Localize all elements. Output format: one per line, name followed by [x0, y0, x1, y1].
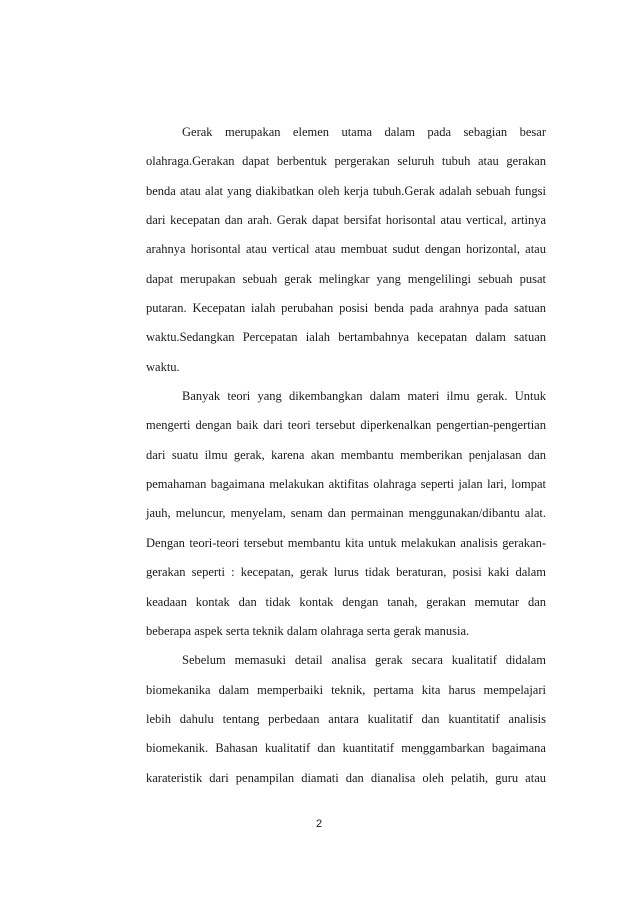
paragraph-2-line-5: jauh, meluncur, menyelam, senam dan permainan menggunakan/dibantu alat.	[146, 506, 546, 521]
paragraph-1-line-9: waktu.	[146, 359, 180, 374]
paragraph-3-line-3: lebih dahulu tentang perbedaan antara kualitatif dan kuantitatif analisis	[146, 711, 546, 726]
body-text	[146, 118, 546, 793]
paragraph-2-line-2: mengerti dengan baik dari teori tersebut diperkenalkan pengertian-pengertian	[146, 418, 546, 433]
paragraph-1-line-6: dapat merupakan sebuah gerak melingkar yang mengelilingi sebuah pusat	[146, 271, 546, 286]
paragraph-2-line-9: beberapa aspek serta teknik dalam olahraga serta gerak manusia.	[146, 623, 470, 638]
paragraph-1-line-4: dari kecepatan dan arah. Gerak dapat bersifat horisontal atau vertical, artinya	[146, 213, 546, 228]
paragraph-3-line-4: biomekanik. Bahasan kualitatif dan kuantitatif menggambarkan bagaimana	[146, 741, 546, 756]
paragraph-3-line-5: karateristik dari penampilan diamati dan dianalisa oleh pelatih, guru atau	[146, 770, 546, 785]
paragraph-1-line-5: arahnya horisontal atau vertical atau membuat sudut dengan horizontal, atau	[146, 242, 546, 257]
paragraph-1-line-3: benda atau alat yang diakibatkan oleh kerja tubuh.Gerak adalah sebuah fungsi	[146, 183, 546, 198]
paragraph-1-line-2: olahraga.Gerakan dapat berbentuk pergerakan seluruh tubuh atau gerakan	[146, 154, 546, 169]
paragraph-3-line-2: biomekanika dalam memperbaiki teknik, pertama kita harus mempelajari	[146, 682, 546, 697]
paragraph-2-line-8: keadaan kontak dan tidak kontak dengan tanah, gerakan memutar dan	[146, 594, 546, 609]
paragraph-2-line-4: pemahaman bagaimana melakukan aktifitas olahraga seperti jalan lari, lompat	[146, 477, 546, 492]
paragraph-1-line-1: Gerak merupakan elemen utama dalam pada sebagian besar	[182, 125, 546, 139]
paragraph-1-line-8: waktu.Sedangkan Percepatan ialah bertambahnya kecepatan dalam satuan	[146, 330, 546, 345]
paragraph-2-line-1: Banyak teori yang dikembangkan dalam materi ilmu gerak. Untuk	[182, 389, 546, 404]
paragraph-2-line-6: Dengan teori-teori tersebut membantu kita untuk melakukan analisis gerakan-	[146, 535, 546, 550]
page-number: 2	[315, 818, 323, 830]
paragraph-2-line-7: gerakan seperti : kecepatan, gerak lurus tidak beraturan, posisi kaki dalam	[146, 565, 546, 580]
paragraph-1-line-7: putaran. Kecepatan ialah perubahan posisi benda pada arahnya pada satuan	[146, 301, 546, 316]
paragraph-3-line-1: Sebelum memasuki detail analisa gerak secara kualitatif didalam	[182, 653, 546, 668]
paragraph-2-line-3: dari suatu ilmu gerak, karena akan membantu memberikan penjalasan dan	[146, 447, 546, 462]
